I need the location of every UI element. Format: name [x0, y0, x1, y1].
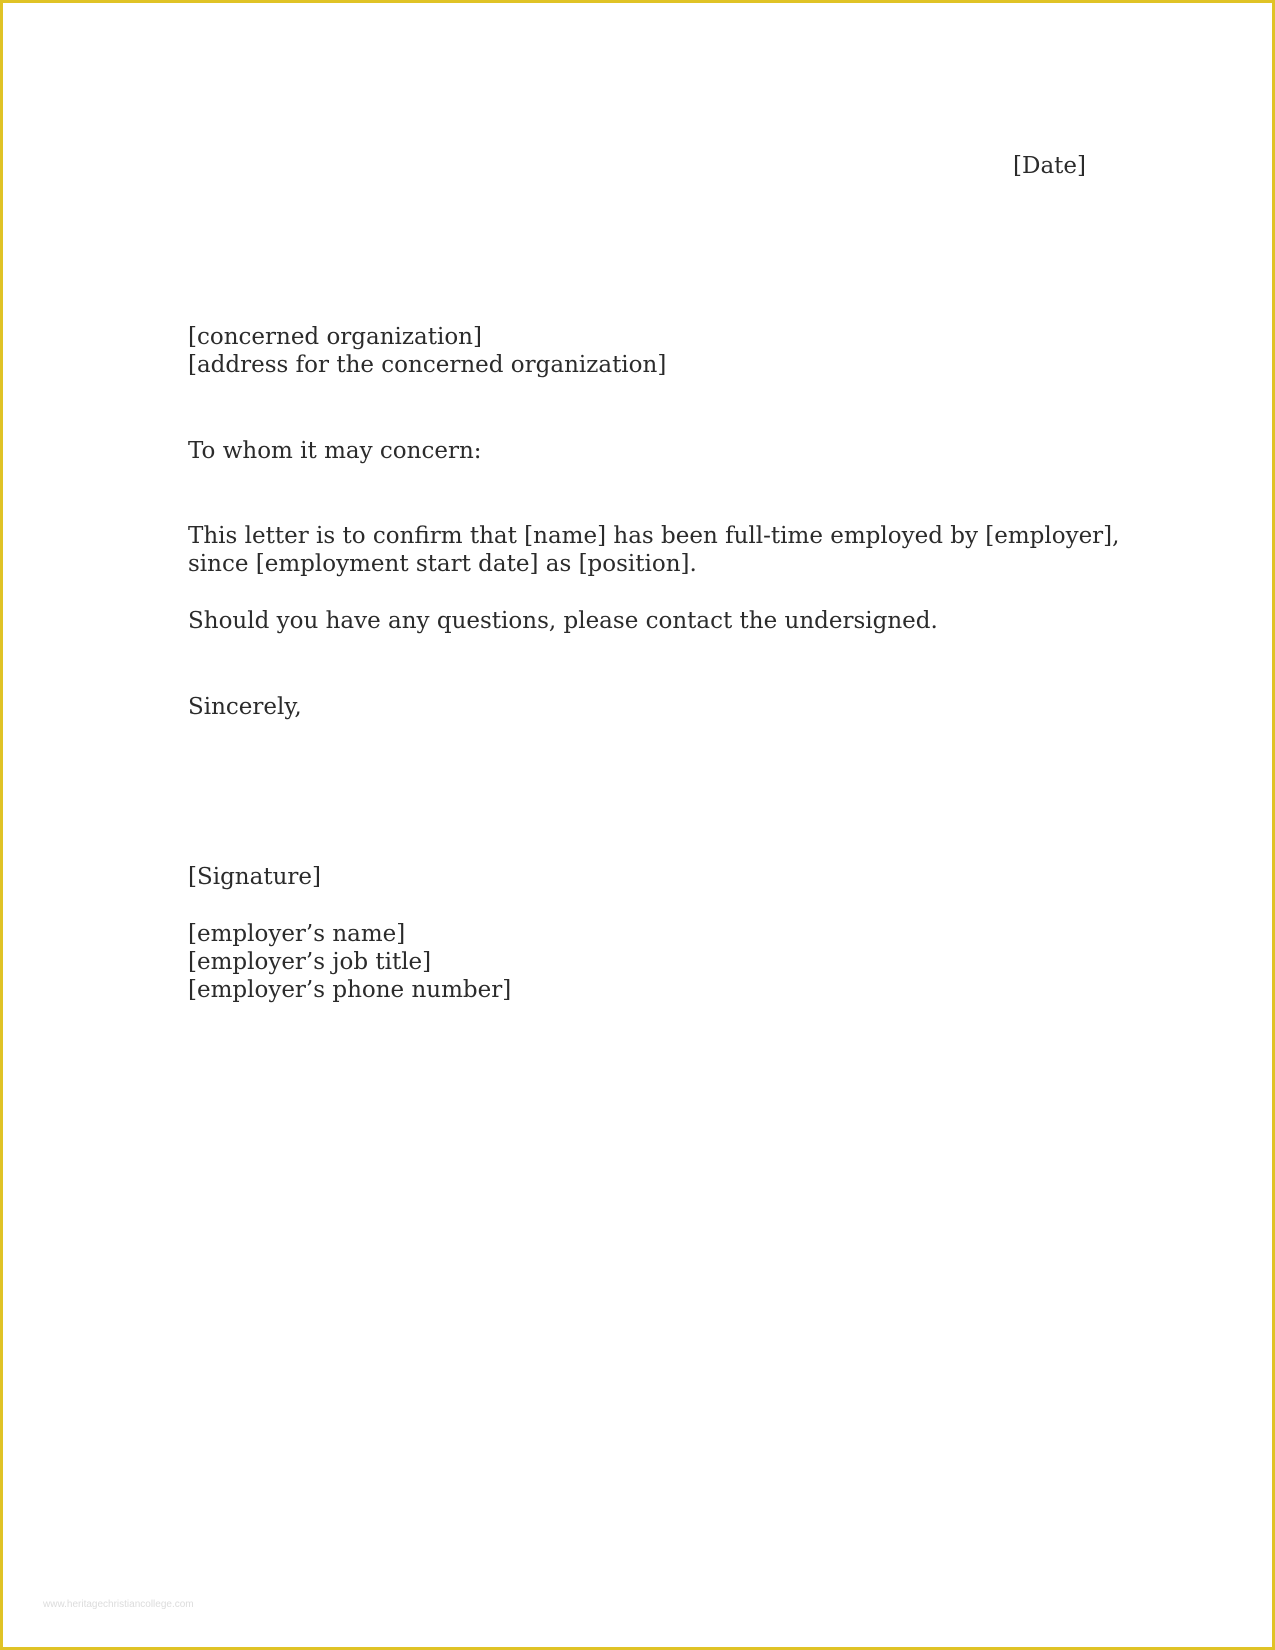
signature-placeholder: [Signature]: [188, 864, 321, 890]
recipient-organization: [concerned organization]: [188, 324, 482, 350]
closing: Sincerely,: [188, 694, 302, 720]
signer-name: [employer’s name]: [188, 921, 406, 947]
body-line-1: This letter is to confirm that [name] has been full-time employed by [employer],: [188, 523, 1120, 549]
body-line-3: Should you have any questions, please contact the undersigned.: [188, 608, 938, 634]
salutation: To whom it may concern:: [188, 438, 482, 464]
watermark-text: www.heritagechristiancollege.com: [43, 1599, 194, 1610]
body-line-2: since [employment start date] as [position].: [188, 551, 697, 577]
letter-date: [Date]: [1013, 153, 1086, 179]
signer-job-title: [employer’s job title]: [188, 949, 432, 975]
signer-phone: [employer’s phone number]: [188, 977, 512, 1003]
recipient-address: [address for the concerned organization]: [188, 352, 667, 378]
